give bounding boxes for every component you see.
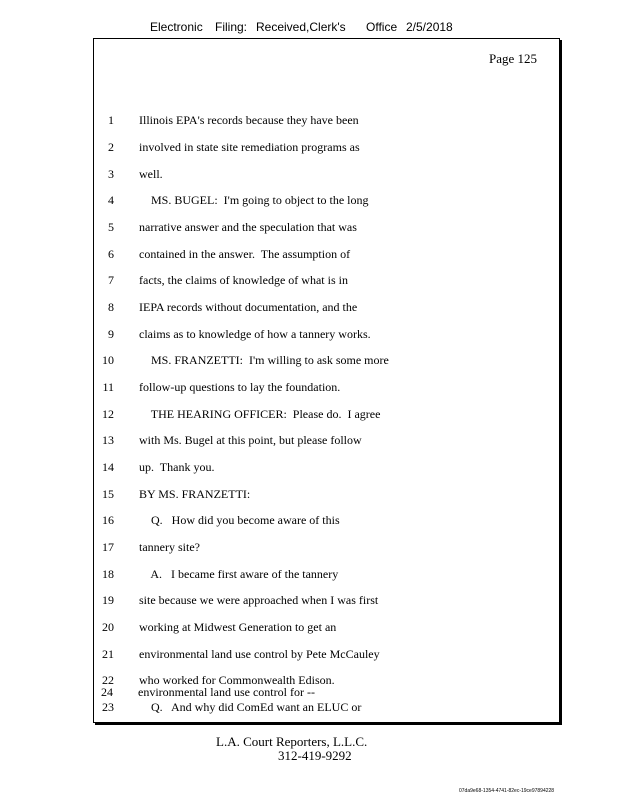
transcript-line xyxy=(94,297,559,317)
transcript-line xyxy=(94,430,559,450)
line-number: 22 xyxy=(102,673,114,687)
line-number: 16 xyxy=(102,513,114,527)
header-office: Office xyxy=(366,20,398,34)
line-text: well. xyxy=(139,167,163,181)
header-electronic: Electronic xyxy=(150,20,203,34)
line-number: 1 xyxy=(108,113,114,127)
line-number: 8 xyxy=(108,300,114,314)
line-number: 11 xyxy=(102,380,114,394)
transcript-line xyxy=(94,270,559,290)
line-text: IEPA records without documentation, and the xyxy=(139,300,358,314)
header-date: 2/5/2018 xyxy=(406,20,453,34)
line-text: narrative answer and the speculation that was xyxy=(139,220,357,234)
page-number: Page 125 xyxy=(488,51,537,66)
line-number: 19 xyxy=(102,593,114,607)
transcript-line xyxy=(94,537,559,557)
line-text: Q. And why did ComEd want an ELUC or xyxy=(139,700,362,714)
line-text: up. Thank you. xyxy=(139,460,215,474)
document-id: 07da9e68-1354-4741-82ec-19ce97894228 xyxy=(459,788,555,794)
line-number: 21 xyxy=(102,647,114,661)
transcript-line xyxy=(94,457,559,477)
line-number: 4 xyxy=(108,193,114,207)
line-text: working at Midwest Generation to get an xyxy=(139,620,337,634)
line-number: 15 xyxy=(102,487,114,501)
line-text: MS. FRANZETTI: I'm willing to ask some more xyxy=(139,353,389,367)
transcript-line xyxy=(94,324,559,344)
line-text: involved in state site remediation programs as xyxy=(139,140,360,154)
transcript-line xyxy=(94,377,559,397)
transcript-line xyxy=(94,164,559,184)
line-number: 5 xyxy=(108,220,114,234)
transcript-line xyxy=(94,617,559,637)
transcript-line xyxy=(94,590,559,610)
line-number: 10 xyxy=(102,353,114,367)
line-number: 14 xyxy=(102,460,114,474)
line-number: 6 xyxy=(108,247,114,261)
transcript-line xyxy=(94,510,559,530)
line-text: Q. How did you become aware of this xyxy=(139,513,340,527)
transcript-line xyxy=(94,350,559,370)
transcript-line xyxy=(94,404,559,424)
line-number: 2 xyxy=(108,140,114,154)
line-number: 7 xyxy=(108,273,114,287)
line-text: claims as to knowledge of how a tannery works. xyxy=(139,327,371,341)
transcript-line xyxy=(93,682,558,702)
line-number: 20 xyxy=(102,620,114,634)
line-text: environmental land use control for -- xyxy=(138,685,315,699)
line-number: 17 xyxy=(102,540,114,554)
line-text: who worked for Commonwealth Edison. xyxy=(139,673,335,687)
line-text: environmental land use control by Pete McCauley xyxy=(139,647,380,661)
line-text: with Ms. Bugel at this point, but please follow xyxy=(139,433,362,447)
header-filing: Filing: xyxy=(215,20,248,34)
line-number: 12 xyxy=(102,407,114,421)
line-text: site because we were approached when I was first xyxy=(139,593,379,607)
transcript-line xyxy=(94,244,559,264)
transcript-line xyxy=(94,110,559,130)
transcript-line xyxy=(94,564,559,584)
header-received: Received,Clerk's xyxy=(256,20,346,34)
line-number: 23 xyxy=(102,700,114,714)
line-number: 24 xyxy=(101,685,113,699)
line-text: MS. BUGEL: I'm going to object to the long xyxy=(139,193,369,207)
transcript-line xyxy=(94,644,559,664)
transcript-line xyxy=(94,137,559,157)
transcript-line xyxy=(94,484,559,504)
line-number: 3 xyxy=(108,167,114,181)
transcript-page xyxy=(93,38,560,723)
line-text: follow-up questions to lay the foundation. xyxy=(139,380,341,394)
line-text: THE HEARING OFFICER: Please do. I agree xyxy=(139,407,381,421)
line-number: 9 xyxy=(108,327,114,341)
line-text: facts, the claims of knowledge of what is in xyxy=(139,273,348,287)
transcript-line xyxy=(94,190,559,210)
transcript-line xyxy=(94,217,559,237)
line-text: Illinois EPA's records because they have been xyxy=(139,113,359,127)
reporter-phone: 312-419-9292 xyxy=(278,748,352,763)
line-number: 18 xyxy=(102,567,114,581)
line-text: contained in the answer. The assumption of xyxy=(139,247,351,261)
line-number: 13 xyxy=(102,433,114,447)
line-text: BY MS. FRANZETTI: xyxy=(139,487,251,501)
reporter-company: L.A. Court Reporters, L.L.C. xyxy=(216,734,368,749)
line-text: A. I became first aware of the tannery xyxy=(139,567,339,581)
line-text: tannery site? xyxy=(139,540,200,554)
